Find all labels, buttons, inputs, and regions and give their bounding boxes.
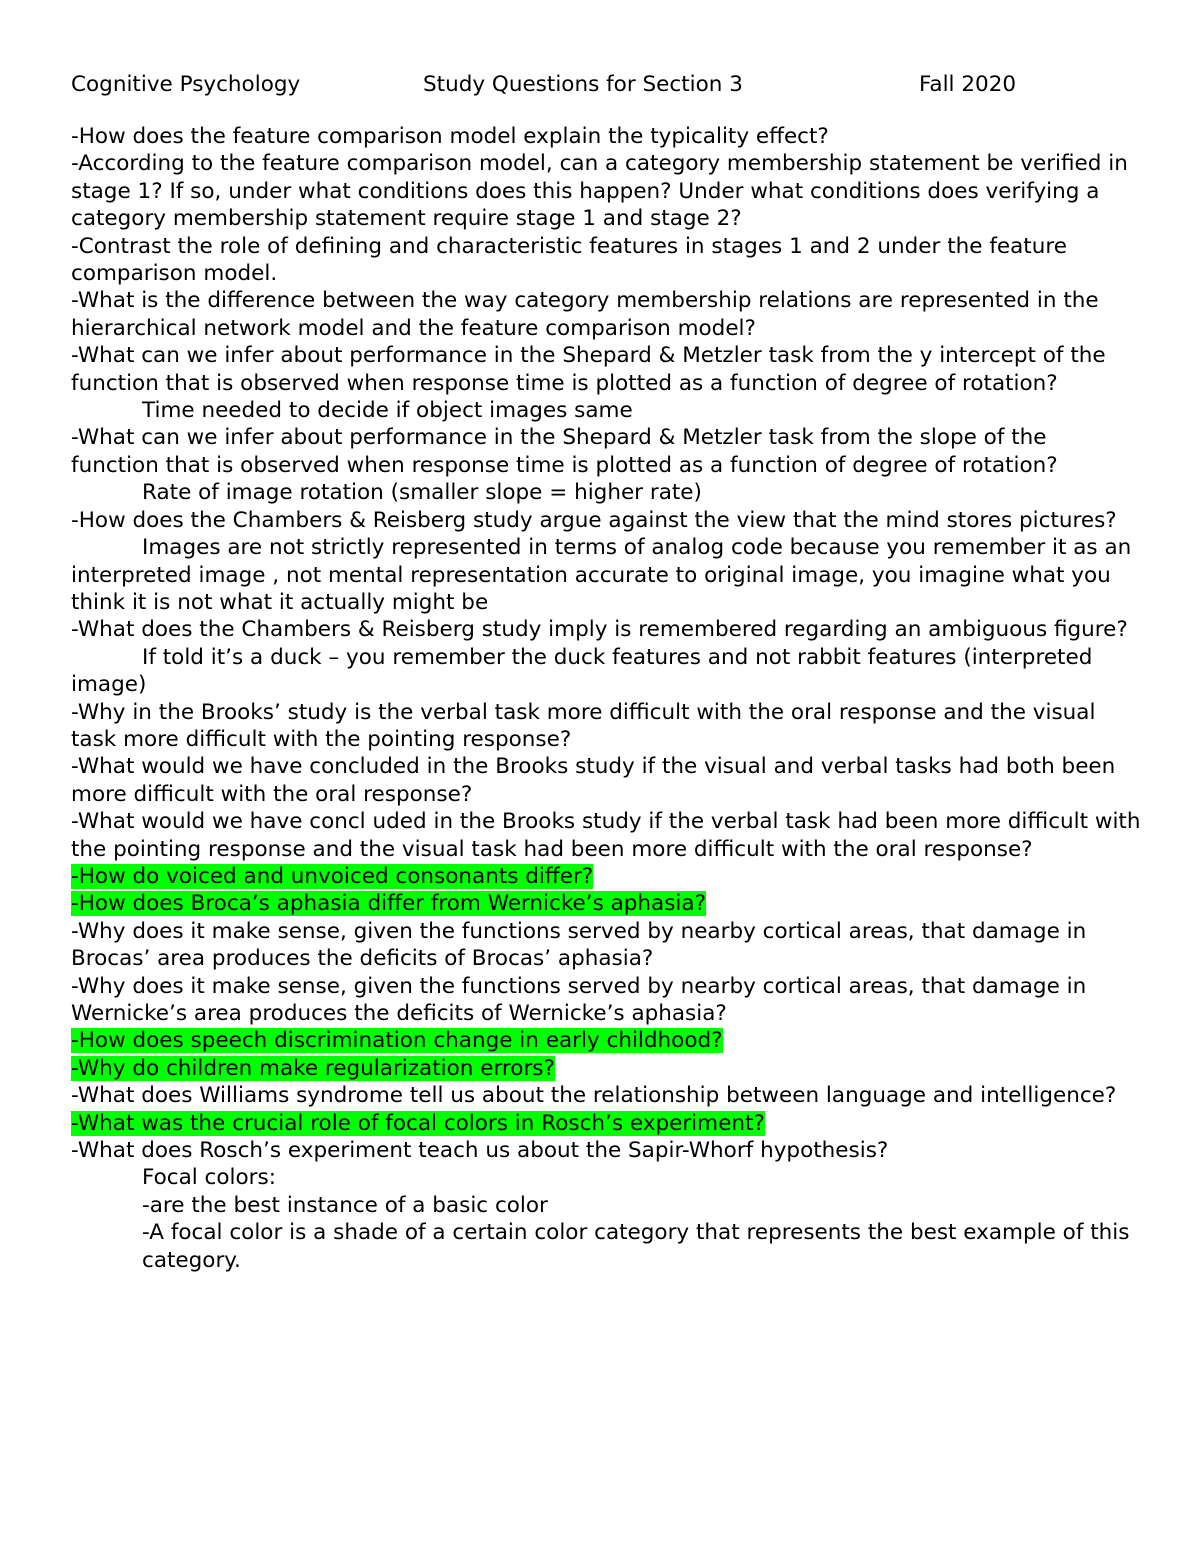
question-item: -How does the Chambers & Reisberg study argue against the view that the mind stores pictures? bbox=[71, 507, 1117, 533]
page-header bbox=[71, 70, 1131, 100]
highlighted-question bbox=[71, 1110, 1141, 1137]
question-item: -What would we have concluded in the Brooks study if the visual and verbal tasks had both been more difficult with the oral response? bbox=[71, 754, 1116, 807]
answer-item: Time needed to decide if object images same bbox=[142, 398, 633, 424]
question-item: -What can we infer about performance in the Shepard & Metzler task from the slope of the function that is observed when response time is plotted as a function of degree of rotation? bbox=[71, 425, 1058, 478]
question-item: -What can we infer about performance in the Shepard & Metzler task from the y intercept of the function that is observed when response time is plotted as a function of degree of rotation? bbox=[71, 343, 1133, 396]
highlighted-text: -How do voiced and unvoiced consonants differ? bbox=[71, 863, 594, 889]
question-item: -What does Rosch’s experiment teach us about the Sapir-Whorf hypothesis? bbox=[71, 1138, 889, 1164]
highlighted-text: -How does Broca’s aphasia differ from Wernicke’s aphasia? bbox=[71, 891, 706, 917]
question-item: -Why does it make sense, given the functions served by nearby cortical areas, that damage in Wernicke’s area produces the deficits of Wernicke’s aphasia? bbox=[71, 973, 1087, 1026]
question-item: -According to the feature comparison model, can a category membership statement be verified in stage 1? If so, under what conditions does this happen? Under what conditions does verifying a category membership statement require stage 1 and stage 2? bbox=[71, 151, 1128, 232]
note-item: Focal colors: bbox=[142, 1165, 276, 1191]
highlighted-question bbox=[71, 1027, 1141, 1054]
highlighted-question bbox=[71, 1055, 1141, 1082]
question-item: -What does the Chambers & Reisberg study imply is remembered regarding an ambiguous figure? bbox=[71, 617, 1128, 643]
question-item: -Why in the Brooks’ study is the verbal task more difficult with the oral response and the visual task more difficult with the pointing response? bbox=[71, 699, 1096, 752]
note-item: -are the best instance of a basic color bbox=[142, 1192, 548, 1218]
highlighted-text: -What was the crucial role of focal colors in Rosch’s experiment? bbox=[71, 1110, 765, 1136]
note-item: -A focal color is a shade of a certain color category that represents the best example of this category. bbox=[142, 1220, 1130, 1273]
question-list bbox=[71, 123, 1141, 1274]
highlighted-text: -Why do children make regularization errors? bbox=[71, 1055, 555, 1081]
answer-item: Images are not strictly represented in terms of analog code because you remember it as an interpreted image , not mental representation accurate to original image, you imagine what you think it is not what it actually might be bbox=[71, 535, 1132, 615]
question-item: -What would we have concl uded in the Brooks study if the verbal task had been more difficult with the pointing response and the visual task had been more difficult with the oral response? bbox=[71, 809, 1141, 862]
question-item: -What does Williams syndrome tell us about the relationship between language and intelligence? bbox=[71, 1083, 1117, 1109]
answer-item: Rate of image rotation (smaller slope = higher rate) bbox=[142, 480, 702, 506]
answer-item: If told it’s a duck – you remember the duck features and not rabbit features (interpreted image) bbox=[71, 644, 1093, 698]
highlighted-question bbox=[71, 890, 1141, 917]
highlighted-question bbox=[71, 863, 1141, 890]
question-item: -What is the difference between the way category membership relations are represented in the hierarchical network model and the feature comparison model? bbox=[71, 288, 1099, 341]
question-item: -Why does it make sense, given the functions served by nearby cortical areas, that damage in Brocas’ area produces the deficits of Brocas’ aphasia? bbox=[71, 918, 1087, 972]
question-item: -How does the feature comparison model explain the typicality effect? bbox=[71, 124, 829, 149]
question-item: -Contrast the role of defining and characteristic features in stages 1 and 2 under the feature comparison model. bbox=[71, 233, 1067, 287]
term-label: Fall 2020 bbox=[919, 72, 1017, 97]
course-name: Cognitive Psychology bbox=[71, 72, 301, 97]
document-title: Study Questions for Section 3 bbox=[423, 72, 743, 97]
highlighted-text: -How does speech discrimination change in early childhood? bbox=[71, 1028, 723, 1054]
